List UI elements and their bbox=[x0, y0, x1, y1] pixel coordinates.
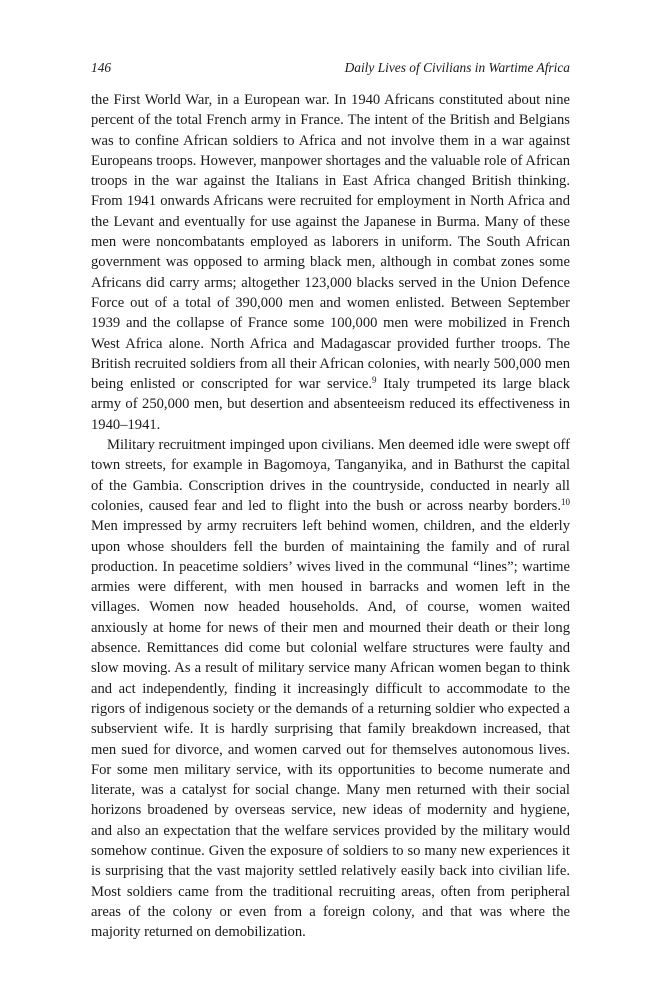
paragraph-text: Italy trumpeted its large black army of 250,000 men, but desertion and absenteeism reduced its effectiveness in 1940–1941. bbox=[91, 376, 570, 433]
paragraph-text: Military recruitment impinged upon civilians. Men deemed idle were swept off town streets, for example in Bagomoya, Tanganyika, and in Bathurst the capital of the Gambia. Conscription drives in the countryside, conducted in nearly all colonies, caused fear and led to flight into the bush or across nearby borders. bbox=[91, 437, 570, 514]
book-page bbox=[91, 60, 570, 942]
footnote-reference: 10 bbox=[561, 496, 570, 507]
running-head bbox=[91, 60, 570, 82]
page-number: 146 bbox=[91, 60, 112, 75]
paragraph-text: the First World War, in a European war. In 1940 Africans constituted about nine percent of the total French army in France. The intent of the British and Belgians was to confine African soldiers to Africa and not involve them in a war against Europeans troops. However, manpower shortages and the valuable role of African troops in the war against the Italians in East Africa changed British thinking. From 1941 onwards Africans were recruited for employment in North Africa and the Levant and eventually for use against the Japanese in Burma. Many of these men were noncombatants employed as laborers in uniform. The South African government was opposed to arming black men, although in combat zones some Africans did carry arms; altogether 123,000 blacks served in the Union Defence Force out of a total of 390,000 men and women enlisted. Between September 1939 and the collapse of France some 100,000 men were mobilized in French West Africa alone. North Africa and Madagascar provided further troops. The British recruited soldiers from all their African colonies, with nearly 500,000 men being enlisted or conscripted for war service. bbox=[91, 92, 570, 393]
footnote-reference: 9 bbox=[372, 375, 377, 386]
paragraph-continuation bbox=[91, 90, 570, 435]
running-head-title: Daily Lives of Civilians in Wartime Africa bbox=[344, 60, 570, 75]
paragraph bbox=[91, 435, 570, 942]
paragraph-text: Men impressed by army recruiters left behind women, children, and the elderly upon whose shoulders fell the burden of maintaining the family and of rural production. In peacetime soldiers’ wives lived in the communal “lines”; wartime armies were different, with men housed in barracks and women left in the villages. Women now headed households. And, of course, women waited anxiously at home for news of their men and mourned their death or their long absence. Remittances did come but colonial welfare structures were faulty and slow moving. As a result of military service many African women began to think and act independently, finding it increasingly difficult to accommodate to the rigors of indigenous society or the demands of a returning soldier who expected a subservient wife. It is hardly surprising that family breakdown increased, that men sued for divorce, and women carved out for themselves autonomous lives. For some men military service, with its opportunities to become numerate and literate, was a catalyst for social change. Many men returned with their social horizons broadened by overseas service, new ideas of modernity and hygiene, and also an expectation that the welfare services provided by the military would somehow continue. Given the exposure of soldiers to so many new experiences it is surprising that the vast majority settled relatively easily back into civilian life. Most soldiers came from the traditional recruiting areas, often from peripheral areas of the colony or even from a foreign colony, and that was where the majority returned on demobilization. bbox=[91, 518, 570, 941]
body-text bbox=[91, 90, 570, 942]
